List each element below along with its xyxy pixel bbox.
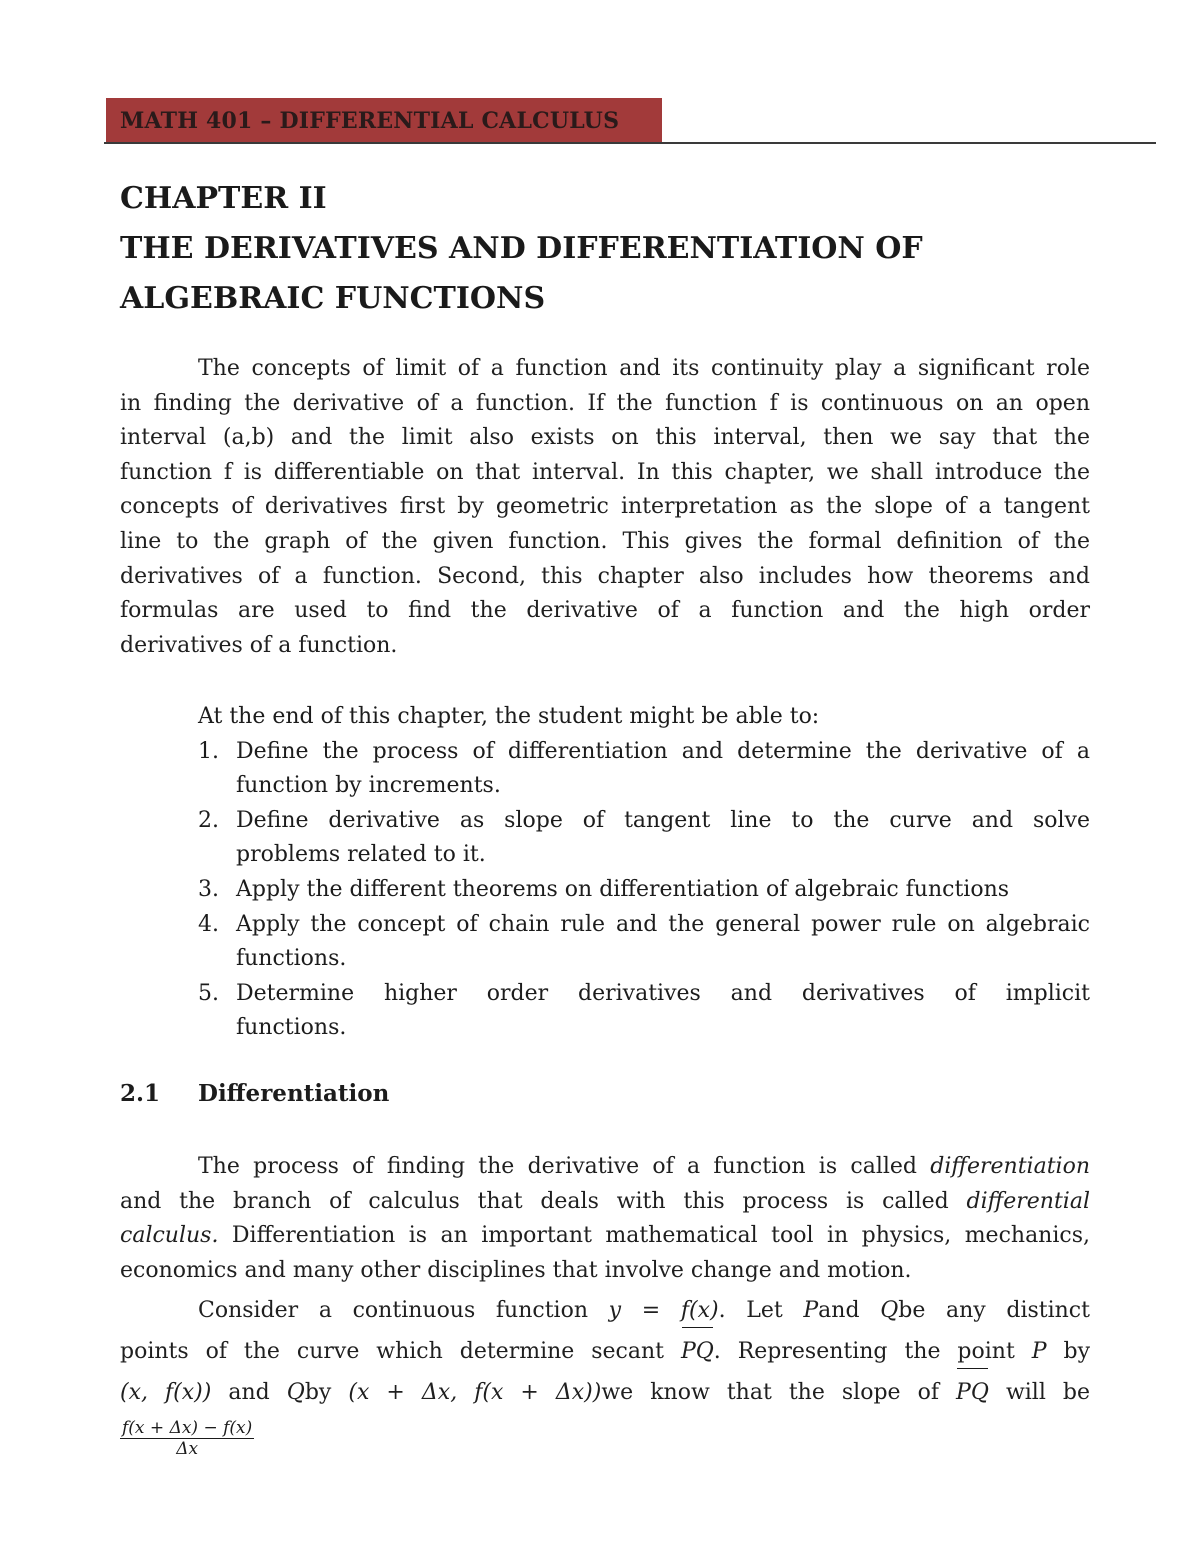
objective-number: 4. xyxy=(198,911,219,937)
chapter-number: CHAPTER II xyxy=(120,181,327,216)
objective-item xyxy=(198,873,1090,908)
math-secant-vector: PQ xyxy=(681,1331,714,1372)
objective-line: Determine higher order derivatives and derivatives of implicit xyxy=(236,980,1090,1006)
objective-item xyxy=(198,804,1090,873)
intro-line: The concepts of limit of a function and its continuity play a significant role xyxy=(198,356,1090,381)
course-header-bar xyxy=(106,98,662,144)
section-title: Differentiation xyxy=(198,1080,390,1107)
intro-line: derivatives of a function. xyxy=(120,632,398,658)
paragraph-line: Consider a continuous function y = f(x). Let Pand Qbe any distinct xyxy=(198,1298,1090,1323)
intro-line: line to the graph of the given function. This gives the formal definition of the xyxy=(120,528,1090,554)
objective-item xyxy=(198,977,1090,1046)
objective-line: Apply the different theorems on differentiation of algebraic functions xyxy=(236,876,1010,902)
paragraph-line: The process of finding the derivative of a function is called differentiation xyxy=(198,1154,1090,1179)
intro-paragraph xyxy=(120,352,1090,663)
objective-line: functions. xyxy=(236,1015,347,1041)
intro-line: formulas are used to find the derivative of a function and the high order xyxy=(120,598,1090,624)
differentiation-paragraph xyxy=(120,1150,1090,1288)
objective-line: Define the process of differentiation and determine the derivative of a xyxy=(236,738,1090,764)
intro-line: function f is differentiable on that interval. In this chapter, we shall introduce the xyxy=(120,459,1090,485)
objective-number: 5. xyxy=(198,980,219,1006)
paragraph-line: calculus. Differentiation is an important mathematical tool in physics, mechanics, xyxy=(120,1223,1090,1249)
objective-line: problems related to it. xyxy=(236,842,486,868)
intro-line: concepts of derivatives first by geometric interpretation as the slope of a tangent xyxy=(120,494,1090,520)
intro-line: in finding the derivative of a function. If the function f is continuous on an open xyxy=(120,390,1090,416)
math-point-p: (x, f(x)) xyxy=(120,1380,212,1405)
objectives-intro: At the end of this chapter, the student might be able to: xyxy=(198,704,820,729)
objective-item xyxy=(198,908,1090,977)
chapter-title-line-1: THE DERIVATIVES AND DIFFERENTIATION OF xyxy=(120,231,923,266)
objective-line: function by increments. xyxy=(236,773,501,799)
objective-number: 2. xyxy=(198,807,219,833)
paragraph-line: economics and many other disciplines that involve change and motion. xyxy=(120,1257,912,1283)
objective-line: Apply the concept of chain rule and the general power rule on algebraic xyxy=(236,911,1090,937)
term-calculus: calculus. xyxy=(120,1223,219,1249)
fraction-denominator: Δx xyxy=(176,1439,199,1459)
intro-line: derivatives of a function. Second, this chapter also includes how theorems and xyxy=(120,563,1090,589)
learning-objectives xyxy=(198,700,1090,1046)
math-secant-vector: PQ xyxy=(956,1372,989,1413)
term-differential: differential xyxy=(966,1188,1090,1214)
chapter-title-line-2: ALGEBRAIC FUNCTIONS xyxy=(120,281,546,316)
section-number: 2.1 xyxy=(120,1080,161,1107)
term-differentiation: differentiation xyxy=(930,1154,1090,1179)
objective-line: Define derivative as slope of tangent line to the curve and solve xyxy=(236,807,1090,833)
slope-fraction xyxy=(120,1418,254,1459)
math-function: y = f(x) xyxy=(608,1298,719,1323)
objective-item xyxy=(198,735,1090,804)
course-title: MATH 401 – DIFFERENTIAL CALCULUS xyxy=(120,108,620,134)
intro-line: interval (a,b) and the limit also exists on this interval, then we say that the xyxy=(120,425,1090,451)
objective-number: 1. xyxy=(198,738,219,764)
paragraph-line: and the branch of calculus that deals with this process is called differential xyxy=(120,1188,1090,1214)
objective-number: 3. xyxy=(198,876,219,902)
header-divider xyxy=(104,142,1156,144)
fraction-numerator: f(x + Δx) − f(x) xyxy=(122,1418,253,1438)
objective-line: functions. xyxy=(236,946,347,972)
math-point-q: (x + Δx, f(x + Δx)) xyxy=(348,1380,602,1405)
paragraph-line: (x, f(x)) and Qby (x + Δx, f(x + Δx))we know that the slope of PQ will be xyxy=(120,1372,1090,1413)
paragraph-line: points of the curve which determine secant PQ. Representing the point P by xyxy=(120,1331,1090,1372)
chapter-heading xyxy=(120,174,1120,324)
consider-paragraph xyxy=(120,1290,1090,1413)
